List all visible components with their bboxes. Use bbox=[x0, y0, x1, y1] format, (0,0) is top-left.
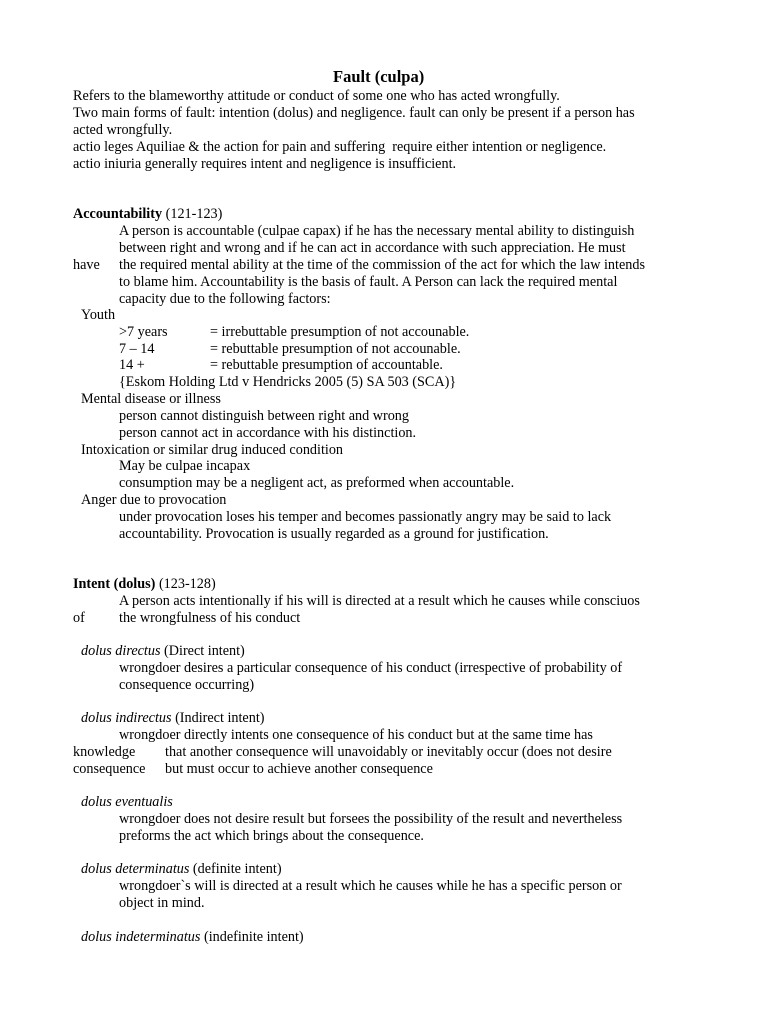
intro-line: actio leges Aquiliae & the action for pain and suffering require either intention or negligence. bbox=[73, 139, 607, 155]
body-line: between right and wrong and if he can act in accordance with such appreciation. He must bbox=[119, 240, 626, 256]
body-line: consumption may be a negligent act, as preformed when accountable. bbox=[119, 475, 515, 491]
body-line: capacity due to the following factors: bbox=[119, 291, 331, 307]
body-line: preforms the act which brings about the consequence. bbox=[119, 828, 424, 844]
body-line: wrongdoer desires a particular consequence of his conduct (irrespective of probability of bbox=[119, 660, 623, 676]
body-line: to blame him. Accountability is the basis of fault. A Person can lack the required mental bbox=[119, 274, 618, 290]
intro-line: actio iniuria generally requires intent and negligence is insufficient. bbox=[73, 156, 457, 172]
page-title: Fault (culpa) bbox=[333, 67, 425, 86]
body-line: the wrongfulness of his conduct bbox=[119, 610, 301, 626]
margin-word: of bbox=[73, 610, 85, 626]
margin-word: consequence bbox=[73, 761, 146, 777]
intro-line: acted wrongfully. bbox=[73, 122, 173, 138]
term-text: dolus indeterminatus bbox=[81, 929, 201, 945]
body-line: the required mental ability at the time of the commission of the act for which the law intends bbox=[119, 257, 645, 273]
heading-text: Intent (dolus) bbox=[73, 576, 156, 592]
youth-age: >7 years bbox=[119, 324, 168, 340]
heading-text: Accountability bbox=[73, 206, 163, 222]
intro-line: Two main forms of fault: intention (dolus) and negligence. fault can only be present if a person has bbox=[73, 105, 635, 121]
term-dolus-determinatus bbox=[81, 861, 282, 878]
youth-age: 14 + bbox=[119, 357, 145, 373]
body-line: accountability. Provocation is usually regarded as a ground for justification. bbox=[119, 526, 549, 542]
factor-label-mental: Mental disease or illness bbox=[81, 391, 221, 407]
factor-label-intoxication: Intoxication or similar drug induced condition bbox=[81, 442, 344, 458]
body-line: under provocation loses his temper and becomes passionatly angry may be said to lack bbox=[119, 509, 612, 525]
body-line: object in mind. bbox=[119, 895, 205, 911]
term-text: dolus eventualis bbox=[81, 794, 173, 810]
body-line: that another consequence will unavoidably or inevitably occur (does not desire bbox=[165, 744, 612, 760]
body-line: A person is accountable (culpae capax) if he has the necessary mental ability to distinguish bbox=[119, 223, 635, 239]
term-gloss: (Direct intent) bbox=[160, 643, 245, 659]
case-citation: {Eskom Holding Ltd v Hendricks 2005 (5) SA 503 (SCA)} bbox=[119, 374, 457, 390]
intro-line: Refers to the blameworthy attitude or conduct of some one who has acted wrongfully. bbox=[73, 88, 560, 104]
term-gloss: (definite intent) bbox=[189, 861, 282, 877]
margin-word: knowledge bbox=[73, 744, 136, 760]
body-line: but must occur to achieve another consequence bbox=[165, 761, 433, 777]
factor-label-youth: Youth bbox=[81, 307, 116, 323]
term-dolus-directus bbox=[81, 643, 245, 660]
section-heading-accountability bbox=[73, 206, 222, 223]
youth-rule: = rebuttable presumption of not accounable. bbox=[210, 341, 461, 357]
term-gloss: (indefinite intent) bbox=[200, 929, 304, 945]
term-gloss: (Indirect intent) bbox=[171, 710, 265, 726]
body-line: A person acts intentionally if his will is directed at a result which he causes while consciuos bbox=[119, 593, 640, 609]
youth-age: 7 – 14 bbox=[119, 341, 155, 357]
body-line: May be culpae incapax bbox=[119, 458, 251, 474]
body-line: person cannot distinguish between right and wrong bbox=[119, 408, 409, 424]
body-line: wrongdoer directly intents one consequence of his conduct but at the same time has bbox=[119, 727, 593, 743]
body-line: person cannot act in accordance with his distinction. bbox=[119, 425, 417, 441]
term-dolus-eventualis bbox=[81, 794, 173, 811]
margin-word: have bbox=[73, 257, 100, 273]
term-dolus-indeterminatus bbox=[81, 929, 304, 946]
term-text: dolus directus bbox=[81, 643, 161, 659]
body-line: wrongdoer`s will is directed at a result which he causes while he has a specific person or bbox=[119, 878, 622, 894]
youth-rule: = rebuttable presumption of accountable. bbox=[210, 357, 443, 373]
term-dolus-indirectus bbox=[81, 710, 264, 727]
section-heading-intent bbox=[73, 576, 216, 593]
term-text: dolus determinatus bbox=[81, 861, 190, 877]
body-line: consequence occurring) bbox=[119, 677, 255, 693]
factor-label-anger: Anger due to provocation bbox=[81, 492, 227, 508]
page-range: (123-128) bbox=[155, 576, 216, 592]
term-text: dolus indirectus bbox=[81, 710, 172, 726]
page-range: (121-123) bbox=[162, 206, 223, 222]
body-line: wrongdoer does not desire result but forsees the possibility of the result and nevertheless bbox=[119, 811, 623, 827]
youth-rule: = irrebuttable presumption of not accounable. bbox=[210, 324, 470, 340]
